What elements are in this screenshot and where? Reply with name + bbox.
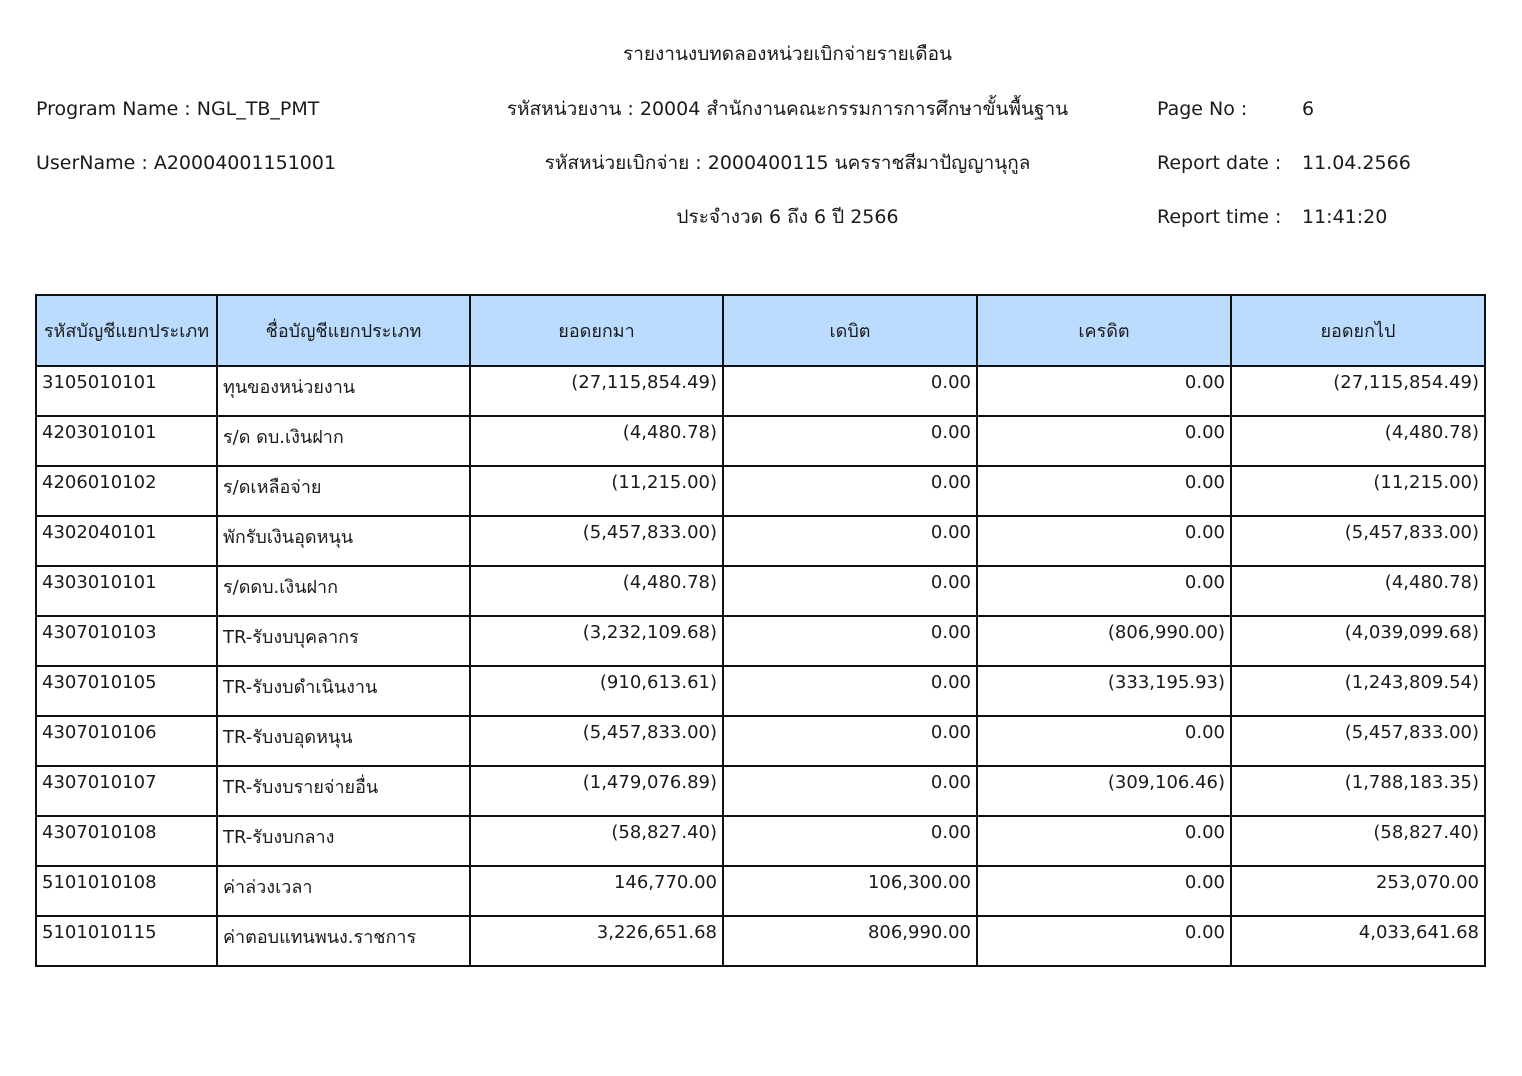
cell-credit: (309,106.46): [977, 766, 1231, 816]
cell-account-name: ร/ดดบ.เงินฝาก: [217, 566, 470, 616]
trial-balance-table: [35, 294, 1486, 967]
cell-carried-forward: (5,457,833.00): [1231, 516, 1485, 566]
cell-credit: 0.00: [977, 566, 1231, 616]
cell-credit: 0.00: [977, 716, 1231, 766]
table-row: [36, 466, 1485, 516]
cell-debit: 0.00: [723, 816, 977, 866]
cell-credit: 0.00: [977, 416, 1231, 466]
cell-debit: 0.00: [723, 466, 977, 516]
cell-debit: 0.00: [723, 716, 977, 766]
cell-brought-forward: (4,480.78): [470, 566, 723, 616]
cell-debit: 0.00: [723, 416, 977, 466]
cell-account-name: ทุนของหน่วยงาน: [217, 366, 470, 416]
cell-carried-forward: (1,243,809.54): [1231, 666, 1485, 716]
cell-debit: 0.00: [723, 666, 977, 716]
table-row: [36, 566, 1485, 616]
page-no-value: 6: [1302, 98, 1315, 120]
cell-brought-forward: (3,232,109.68): [470, 616, 723, 666]
report-date-label: Report date :: [1157, 152, 1282, 174]
cell-carried-forward: (5,457,833.00): [1231, 716, 1485, 766]
cell-credit: 0.00: [977, 466, 1231, 516]
cell-carried-forward: (4,480.78): [1231, 416, 1485, 466]
cell-debit: 0.00: [723, 516, 977, 566]
table-row: [36, 516, 1485, 566]
cell-account-name: ร/ดเหลือจ่าย: [217, 466, 470, 516]
cell-credit: 0.00: [977, 516, 1231, 566]
table-row: [36, 416, 1485, 466]
cell-account-name: TR-รับงบดำเนินงาน: [217, 666, 470, 716]
column-header-account-code: รหัสบัญชีแยกประเภท: [36, 295, 217, 366]
table-row: [36, 916, 1485, 966]
cell-credit: 0.00: [977, 916, 1231, 966]
cell-account-code: 4307010106: [36, 716, 217, 766]
column-header-account-name: ชื่อบัญชีแยกประเภท: [217, 295, 470, 366]
program-name: Program Name : NGL_TB_PMT: [36, 98, 320, 120]
cell-carried-forward: 4,033,641.68: [1231, 916, 1485, 966]
table-row: [36, 616, 1485, 666]
cell-carried-forward: (11,215.00): [1231, 466, 1485, 516]
user-name: UserName : A20004001151001: [36, 152, 337, 174]
cell-brought-forward: (11,215.00): [470, 466, 723, 516]
cell-debit: 0.00: [723, 616, 977, 666]
table-row: [36, 766, 1485, 816]
cell-account-code: 5101010115: [36, 916, 217, 966]
report-title: รายงานงบทดลองหน่วยเบิกจ่ายรายเดือน: [622, 43, 953, 65]
report-period: ประจำงวด 6 ถึง 6 ปี 2566: [676, 206, 899, 228]
table-header-row: [36, 295, 1485, 366]
cell-debit: 806,990.00: [723, 916, 977, 966]
cell-carried-forward: (27,115,854.49): [1231, 366, 1485, 416]
cell-account-code: 4307010108: [36, 816, 217, 866]
cell-brought-forward: (5,457,833.00): [470, 516, 723, 566]
cell-credit: 0.00: [977, 366, 1231, 416]
cell-brought-forward: (27,115,854.49): [470, 366, 723, 416]
cell-credit: 0.00: [977, 866, 1231, 916]
cell-account-name: ค่าตอบแทนพนง.ราชการ: [217, 916, 470, 966]
cell-account-name: พักรับเงินอุดหนุน: [217, 516, 470, 566]
cell-debit: 0.00: [723, 566, 977, 616]
cell-credit: 0.00: [977, 816, 1231, 866]
column-header-debit: เดบิต: [723, 295, 977, 366]
table-row: [36, 716, 1485, 766]
cell-account-name: ร/ด ดบ.เงินฝาก: [217, 416, 470, 466]
cell-carried-forward: 253,070.00: [1231, 866, 1485, 916]
column-header-credit: เครดิต: [977, 295, 1231, 366]
cell-brought-forward: 3,226,651.68: [470, 916, 723, 966]
table-body: [36, 366, 1485, 966]
table-row: [36, 366, 1485, 416]
cell-account-code: 4206010102: [36, 466, 217, 516]
table-row: [36, 816, 1485, 866]
cell-brought-forward: (58,827.40): [470, 816, 723, 866]
page-no-label: Page No :: [1157, 98, 1248, 120]
cell-account-name: TR-รับงบบุคลากร: [217, 616, 470, 666]
cell-credit: (333,195.93): [977, 666, 1231, 716]
table-row: [36, 866, 1485, 916]
cell-brought-forward: (4,480.78): [470, 416, 723, 466]
table-row: [36, 666, 1485, 716]
cell-account-name: TR-รับงบรายจ่ายอื่น: [217, 766, 470, 816]
cell-debit: 0.00: [723, 766, 977, 816]
cell-account-code: 4302040101: [36, 516, 217, 566]
department: รหัสหน่วยงาน : 20004 สำนักงานคณะกรรมการการศึกษาขั้นพื้นฐาน: [506, 98, 1069, 120]
cell-account-name: ค่าล่วงเวลา: [217, 866, 470, 916]
cell-carried-forward: (58,827.40): [1231, 816, 1485, 866]
cell-credit: (806,990.00): [977, 616, 1231, 666]
cell-account-name: TR-รับงบอุดหนุน: [217, 716, 470, 766]
cell-account-name: TR-รับงบกลาง: [217, 816, 470, 866]
report-time-label: Report time :: [1157, 206, 1282, 228]
column-header-brought-forward: ยอดยกมา: [470, 295, 723, 366]
cell-brought-forward: 146,770.00: [470, 866, 723, 916]
cell-brought-forward: (5,457,833.00): [470, 716, 723, 766]
cell-account-code: 3105010101: [36, 366, 217, 416]
cell-brought-forward: (1,479,076.89): [470, 766, 723, 816]
cell-debit: 106,300.00: [723, 866, 977, 916]
column-header-carried-forward: ยอดยกไป: [1231, 295, 1485, 366]
report-time-value: 11:41:20: [1302, 206, 1388, 228]
report-date-value: 11.04.2566: [1302, 152, 1411, 174]
cell-carried-forward: (4,480.78): [1231, 566, 1485, 616]
cell-carried-forward: (4,039,099.68): [1231, 616, 1485, 666]
cell-account-code: 4307010105: [36, 666, 217, 716]
cell-brought-forward: (910,613.61): [470, 666, 723, 716]
disbursement-unit: รหัสหน่วยเบิกจ่าย : 2000400115 นครราชสีมาปัญญานุกูล: [544, 152, 1031, 174]
cell-carried-forward: (1,788,183.35): [1231, 766, 1485, 816]
cell-account-code: 4307010103: [36, 616, 217, 666]
cell-account-code: 4303010101: [36, 566, 217, 616]
cell-debit: 0.00: [723, 366, 977, 416]
cell-account-code: 5101010108: [36, 866, 217, 916]
cell-account-code: 4307010107: [36, 766, 217, 816]
cell-account-code: 4203010101: [36, 416, 217, 466]
